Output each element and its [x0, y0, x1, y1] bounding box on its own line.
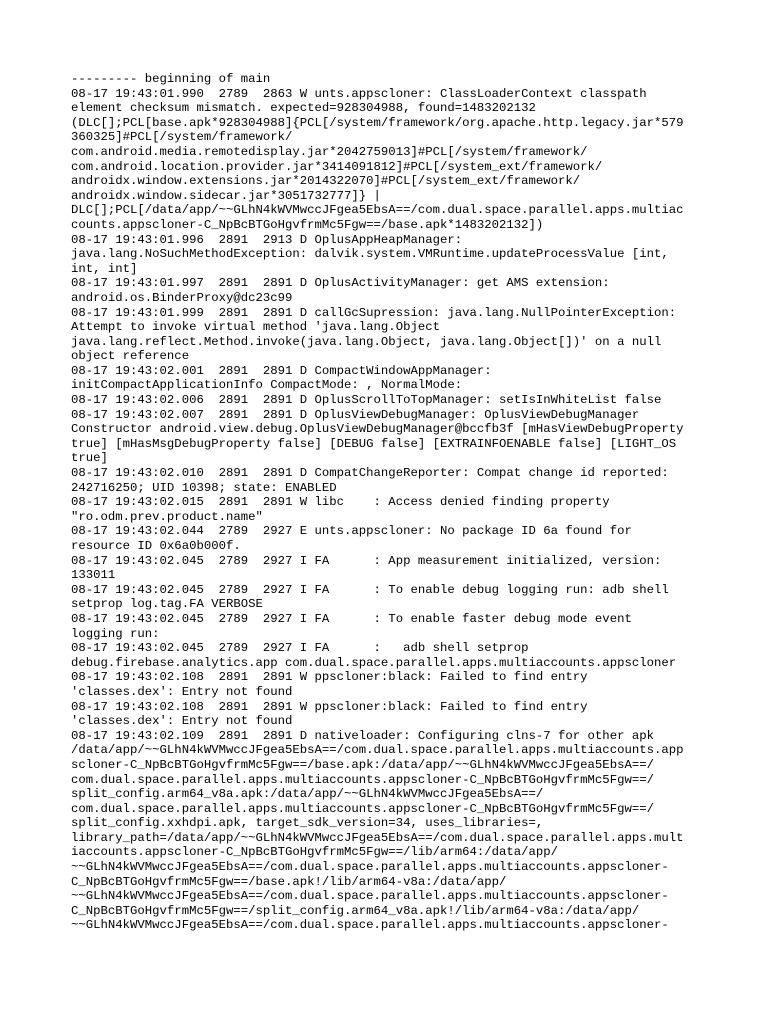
log-line: DLC[];PCL[/data/app/~~GLhN4kWVMwccJFgea5EbsA==/com.dual.space.parallel.apps.multiac	[71, 203, 684, 218]
log-line: java.lang.NoSuchMethodException: dalvik.system.VMRuntime.updateProcessValue [int,	[71, 247, 669, 262]
log-line: (DLC[];PCL[base.apk*928304988]{PCL[/system/framework/org.apache.http.legacy.jar*579	[71, 115, 684, 130]
log-line: /data/app/~~GLhN4kWVMwccJFgea5EbsA==/com.dual.space.parallel.apps.multiaccounts.app	[71, 743, 684, 758]
log-line: debug.firebase.analytics.app com.dual.space.parallel.apps.multiaccounts.appscloner	[71, 655, 677, 670]
log-line: java.lang.reflect.Method.invoke(java.lang.Object, java.lang.Object[])' on a null	[71, 334, 662, 349]
log-line: 08-17 19:43:01.999 2891 2891 D callGcSupression: java.lang.NullPointerException:	[71, 305, 677, 320]
log-line: true]	[71, 451, 108, 466]
log-line: 360325]#PCL[/system/framework/	[71, 130, 293, 145]
log-line: 08-17 19:43:01.997 2891 2891 D OplusActivityManager: get AMS extension:	[71, 276, 610, 291]
log-line: element checksum mismatch. expected=928304988, found=1483202132	[71, 101, 536, 116]
log-line: object reference	[71, 349, 190, 364]
log-line: "ro.odm.prev.product.name"	[71, 509, 263, 524]
log-line: com.dual.space.parallel.apps.multiaccounts.appscloner-C_NpBcBTGoHgvfrmMc5Fgw==/	[71, 772, 654, 787]
log-line: true] [mHasMsgDebugProperty false] [DEBUG false] [EXTRAINFOENABLE false] [LIGHT_OS	[71, 436, 677, 451]
log-line: C_NpBcBTGoHgvfrmMc5Fgw==/split_config.arm64_v8a.apk!/lib/arm64-v8a:/data/app/	[71, 903, 640, 918]
log-line: counts.appscloner-C_NpBcBTGoHgvfrmMc5Fgw==/base.apk*1483202132])	[71, 217, 544, 232]
log-line: android.os.BinderProxy@dc23c99	[71, 290, 293, 305]
log-line: 08-17 19:43:02.015 2891 2891 W libc : Access denied finding property	[71, 495, 610, 510]
log-line: 'classes.dex': Entry not found	[71, 714, 293, 729]
log-line: resource ID 0x6a0b000f.	[71, 539, 241, 553]
log-line: 08-17 19:43:02.045 2789 2927 I FA : App measurement initialized, version:	[71, 553, 662, 568]
log-line: iaccounts.appscloner-C_NpBcBTGoHgvfrmMc5Fgw==/lib/arm64:/data/app/	[71, 845, 559, 860]
log-line: scloner-C_NpBcBTGoHgvfrmMc5Fgw==/base.apk:/data/app/~~GLhN4kWVMwccJFgea5EbsA==/	[71, 757, 654, 772]
log-line: library_path=/data/app/~~GLhN4kWVMwccJFgea5EbsA==/com.dual.space.parallel.apps.mult	[71, 830, 684, 845]
log-body	[71, 72, 711, 933]
log-line: 242716250; UID 10398; state: ENABLED	[71, 480, 337, 495]
log-line: 'classes.dex': Entry not found	[71, 684, 293, 699]
log-line: 08-17 19:43:02.044 2789 2927 E unts.appscloner: No package ID 6a found for	[71, 524, 632, 539]
log-line: 08-17 19:43:02.010 2891 2891 D CompatChangeReporter: Compat change id reported:	[71, 466, 669, 481]
log-line: 08-17 19:43:01.990 2789 2863 W unts.appscloner: ClassLoaderContext classpath	[71, 86, 647, 101]
log-line: 08-17 19:43:02.108 2891 2891 W ppscloner:black: Failed to find entry	[71, 670, 588, 685]
log-line: ~~GLhN4kWVMwccJFgea5EbsA==/com.dual.space.parallel.apps.multiaccounts.appscloner-	[71, 918, 669, 933]
log-line: 08-17 19:43:02.007 2891 2891 D OplusViewDebugManager: OplusViewDebugManager	[71, 407, 640, 422]
log-line: int, int]	[71, 261, 138, 276]
log-line: split_config.arm64_v8a.apk:/data/app/~~GLhN4kWVMwccJFgea5EbsA==/	[71, 787, 544, 802]
log-line: 08-17 19:43:02.001 2891 2891 D CompactWindowAppManager:	[71, 363, 492, 378]
log-line: 08-17 19:43:02.109 2891 2891 D nativeloader: Configuring clns-7 for other apk	[71, 728, 654, 743]
log-line: Attempt to invoke virtual method 'java.lang.Object	[71, 320, 440, 335]
log-line: com.android.media.remotedisplay.jar*2042759013]#PCL[/system/framework/	[71, 144, 588, 159]
log-line: C_NpBcBTGoHgvfrmMc5Fgw==/base.apk!/lib/arm64-v8a:/data/app/	[71, 874, 507, 889]
log-line: 08-17 19:43:02.045 2789 2927 I FA : To enable debug logging run: adb shell	[71, 582, 669, 597]
log-line: androidx.window.sidecar.jar*3051732777]} |	[71, 188, 381, 203]
log-line: setprop log.tag.FA VERBOSE	[71, 597, 263, 612]
log-line: split_config.xxhdpi.apk, target_sdk_version=34, uses_libraries=,	[71, 816, 544, 831]
log-line: 08-17 19:43:02.045 2789 2927 I FA : adb shell setprop	[71, 641, 529, 656]
log-line: --------- beginning of main	[71, 72, 271, 86]
log-line: ~~GLhN4kWVMwccJFgea5EbsA==/com.dual.space.parallel.apps.multiaccounts.appscloner-	[71, 889, 669, 904]
log-line: initCompactApplicationInfo CompactMode: , NormalMode:	[71, 378, 463, 393]
log-line: com.android.location.provider.jar*3414091812]#PCL[/system_ext/framework/	[71, 159, 603, 174]
log-line: Constructor android.view.debug.OplusViewDebugManager@bccfb3f [mHasViewDebugProperty	[71, 422, 684, 437]
log-line: 08-17 19:43:02.006 2891 2891 D OplusScrollToTopManager: setIsInWhiteList false	[71, 393, 662, 408]
log-line: 133011	[71, 568, 116, 583]
log-line: 08-17 19:43:02.108 2891 2891 W ppscloner:black: Failed to find entry	[71, 699, 588, 714]
log-line: logging run:	[71, 626, 160, 641]
log-line: 08-17 19:43:01.996 2891 2913 D OplusAppHeapManager:	[71, 232, 463, 247]
log-line: com.dual.space.parallel.apps.multiaccounts.appscloner-C_NpBcBTGoHgvfrmMc5Fgw==/	[71, 801, 654, 816]
log-line: 08-17 19:43:02.045 2789 2927 I FA : To enable faster debug mode event	[71, 611, 632, 626]
log-line: androidx.window.extensions.jar*2014322070]#PCL[/system_ext/framework/	[71, 174, 581, 189]
log-line: ~~GLhN4kWVMwccJFgea5EbsA==/com.dual.space.parallel.apps.multiaccounts.appscloner-	[71, 860, 669, 875]
log-document	[71, 72, 711, 933]
